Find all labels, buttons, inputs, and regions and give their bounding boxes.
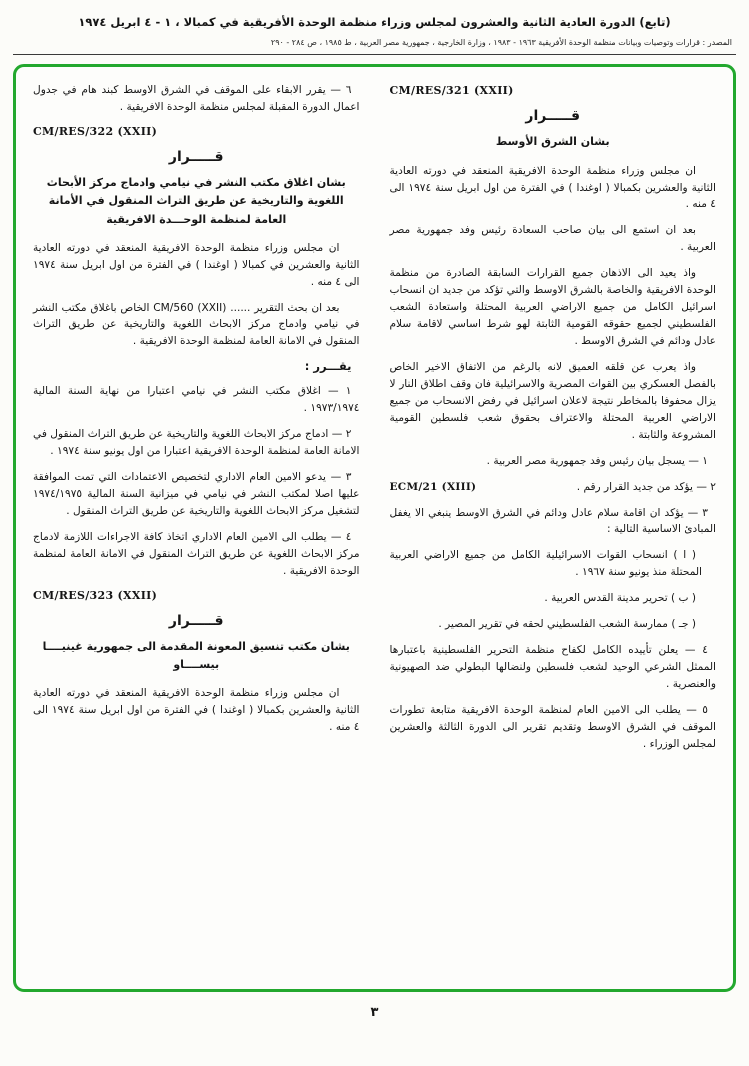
numbered-item-3: ٣ — يؤكد ان اقامة سلام عادل ودائم في الشرق الاوسط ينبغي الا يغفل المبادئ الاساسية التالية :	[389, 506, 716, 536]
decision-item-1: ١ — اغلاق مكتب النشر في نيامي اعتبارا من نهاية السنة المالية ١٩٧٣/١٩٧٤ .	[33, 385, 360, 415]
numbered-item-1: ١ — يسجل بيان رئيس وفد جمهورية مصر العربية .	[486, 454, 708, 467]
decision-item-2: ٢ — ادماج مركز الابحاث اللغوية والتاريخية عن طريق التراث المنقول في الامانة العامة لمنظمة الوحدة الافريقية اعتبارا من اول يونيو سنة ١٩٧٤ .	[33, 428, 360, 458]
green-border-frame	[13, 64, 736, 992]
page-number: ٣	[370, 1005, 379, 1021]
header-source-line: المصدر : قرارات وتوصيات وبيانات منظمة الوحدة الأفريقية ١٩٦٣ - ١٩٨٣ ، وزارة الخارجية ، جمهورية مصر العربية ، ط ١٩٨٥ ، ص ٢٨٤ - ٢٩٠	[270, 38, 732, 48]
resolution-subtitle-322: بشان اغلاق مكتب النشر في نيامي وادماج مركز الأبحاث اللغوية والتاريخية عن طريق التراث المنقول في الأمانة العامة لمنظمة الوحـــدة الافريقية	[46, 176, 346, 226]
paragraph-preamble-323: ان مجلس وزراء منظمة الوحدة الافريقية المنعقد في دورته العادية الثانية والعشرين بكمبالا ( اوغندا ) في الفترة من اول ابريل سنة ١٩٧٤ الى ٤ منه .	[33, 687, 360, 733]
two-column-layout	[33, 82, 716, 974]
numbered-item-6: ٦ — يقرر الابقاء على الموقف في الشرق الاوسط كبند هام في جدول اعمال الدورة المقبلة لمجلس منظمة الوحدة الافريقية .	[33, 84, 360, 114]
resolution-subtitle-321: بشان الشرق الأوسط	[495, 135, 610, 149]
column-right	[390, 82, 717, 974]
paragraph-statement-heard: بعد ان استمع الى بيان صاحب السعادة رئيس وفد جمهورية مصر العربية .	[389, 224, 716, 254]
sub-item-c: ( جـ ) ممارسة الشعب الفلسطيني لحقه في تقرير المصير .	[438, 618, 696, 631]
decision-item-3: ٣ — يدعو الامين العام الاداري لتخصيص الاعتمادات التي تمت الموافقة عليها اصلا لمكتب النشر في نيامي في ميزانية السنة المالية ١٩٧٤/١٩٧٥ لتشغيل مركز الابحاث اللغوية والتاريخية عن طريق التراث المنقول .	[33, 471, 360, 517]
numbered-item-2-text: ٢ — يؤكد من جديد القرار رقم .	[576, 480, 716, 493]
sub-item-a: ( ا ) انسحاب القوات الاسرائيلية الكامل من جميع الاراضي العربية المحتلة منذ يونيو سنة ١٩٦٧ .	[389, 549, 702, 579]
paragraph-preamble-321: ان مجلس وزراء منظمة الوحدة الافريقية المنعقد في دورته العادية الثانية والعشرين بكمبالا ( اوغندا ) في الفترة من اول ابريل سنة ١٩٧٤ الى ٤ منه .	[389, 164, 716, 211]
numbered-item-5: ٥ — يطلب الى الامين العام لمنظمة الوحدة الافريقية متابعة تطورات الموقف في الشرق الاوسط وتقديم تقرير الى الدورة الثالثة والعشرين لمجلس الوزراء .	[389, 703, 716, 750]
sub-item-b: ( ب ) تحرير مدينة القدس العربية .	[544, 592, 696, 605]
header-session-title: (تابع) الدورة العادية الثانية والعشرون لمجلس وزراء منظمة الوحدة الأفريقية في كمبالا ، ١ - ٤ ابريل ١٩٧٤	[78, 15, 671, 29]
column-left	[33, 82, 360, 974]
paragraph-recalling: واذ يعيد الى الاذهان جميع القرارات السابقة الصادرة من منظمة الوحدة الافريقية والخاصة بالشرق الاوسط والتي تؤكد من جديد ان انسحاب اسرائيل الكامل من جميع الاراضي العربية المحتلة واستعادة الشعب الفلسطيني لجميع حقوقه القومية الثابتة لهو شرط اساسي لاقامة سلام عادل ودائم في الشرق الاوسط .	[389, 267, 716, 348]
resolution-ref-ecm21: ECM/21 (XIII)	[389, 480, 477, 493]
resolution-title-322: قـــــرار	[168, 149, 224, 166]
resolution-subtitle-323: بشان مكتب تنسيق المعونة المقدمة الى جمهورية غينيــــا بيســــاو	[42, 639, 350, 671]
decides-heading: يقـــرر :	[304, 359, 352, 374]
page-footer	[13, 992, 736, 1020]
decision-item-4: ٤ — يطلب الى الامين العام الاداري اتخاذ كافة الاجراءات اللازمة لادماج مركز الابحاث اللغوية عن طريق التراث المنقول في الامانة العامة لمنظمة الوحدة الافريقية .	[33, 530, 360, 577]
resolution-title-321: قـــــرار	[525, 108, 581, 125]
page-header	[13, 8, 736, 55]
resolution-ref-323: CM/RES/323 (XXII)	[33, 588, 158, 602]
numbered-item-4: ٤ — يعلن تأييده الكامل لكفاح منظمة التحرير الفلسطينية باعتبارها الممثل الشرعي الوحيد لشعب فلسطين ولنضالها البطولي ضد الصهيونية والعنصرية .	[389, 644, 716, 691]
resolution-ref-322: CM/RES/322 (XXII)	[33, 125, 158, 139]
resolution-ref-321: CM/RES/321 (XXII)	[389, 84, 514, 98]
paragraph-concern: واذ يعرب عن قلقه العميق لانه بالرغم من الاتفاق الاخير الخاص بالفصل العسكري بين القوات المصرية والاسرائيلية فان وقف اطلاق النار لا يزال محفوفا بالمخاطر نتيجة لاعلان اسرائيل في رفض الانسحاب من جميع الاراضي العربية المحتلة والاعتراف بحقوق شعب فلسطين القومية المشروعة والثابتة .	[389, 360, 716, 441]
resolution-title-323: قـــــرار	[168, 612, 224, 629]
paragraph-report-considered: بعد ان بحث التقرير ...... CM/560 (XXII) الخاص باغلاق مكتب النشر في نيامي وادماج مركز الابحاث اللغوية والتاريخية عن طريق التراث المنقول في الامانة العامة لمنظمة الوحدة الافريقية .	[33, 301, 360, 348]
paragraph-preamble-322: ان مجلس وزراء منظمة الوحدة الافريقية المنعقد في دورته العادية الثانية والعشرين في كمبالا ( اوغندا ) في الفترة من اول ابريل سنة ١٩٧٤ الى ٤ منه .	[33, 241, 360, 288]
numbered-item-2	[390, 479, 717, 496]
